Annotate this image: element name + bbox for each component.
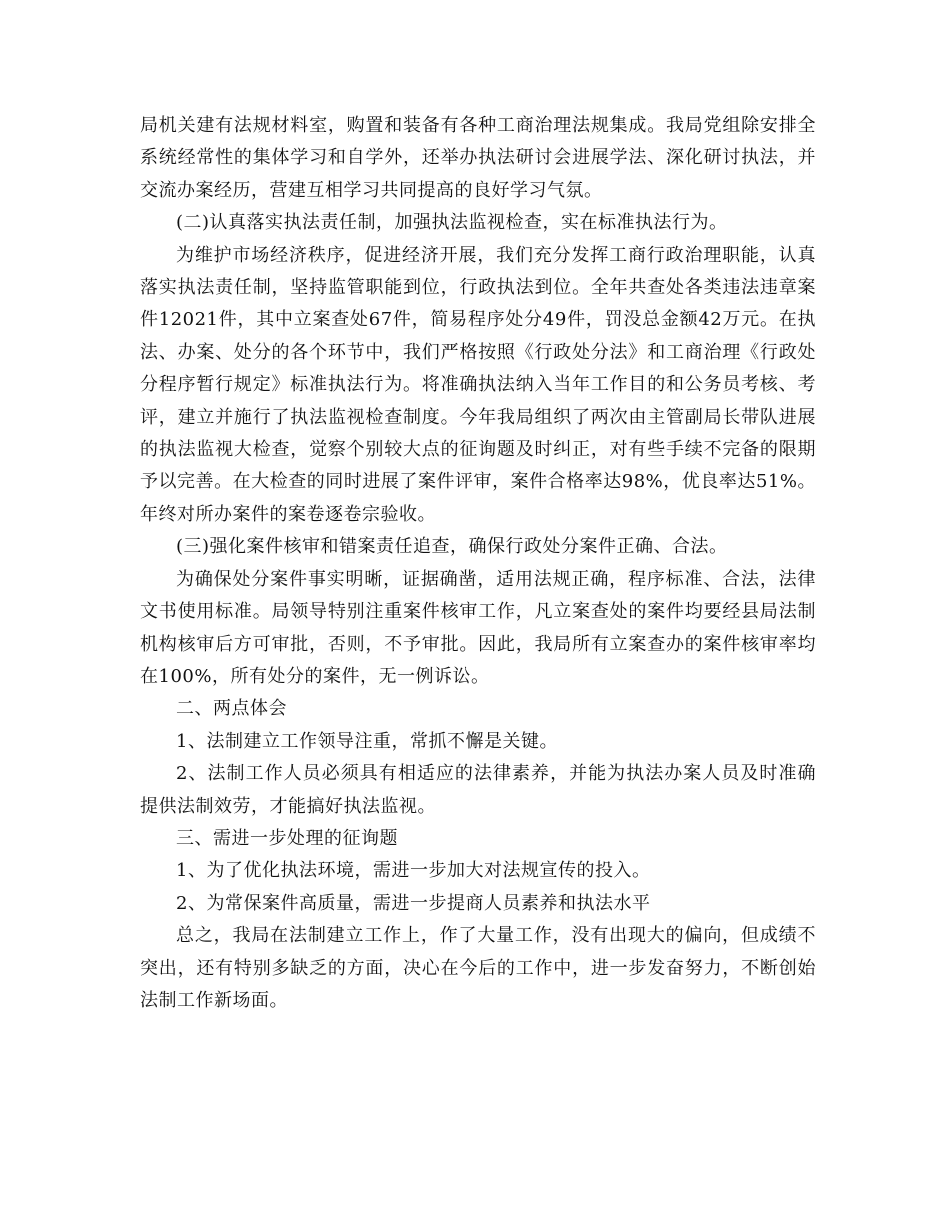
paragraph-3: 为维护市场经济秩序，促进经济开展，我们充分发挥工商行政治理职能，认真落实执法责任制，坚持监管职能到位，行政执法到位。全年共查处各类违法违章案件12021件，其中立案查处67件，简易程序处分49件，罚没总金额42万元。在执法、办案、处分的各个环节中，我们严格按照《行政处分法》和工商治理《行政处分程序暂行规定》标准执法行为。将准确执法纳入当年工作目的和公务员考核、考评，建立并施行了执法监视检查制度。今年我局组织了两次由主管副局长带队进展的执法监视大检查，觉察个别较大点的征询题及时纠正，对有些手续不完备的限期予以完善。在大检查的同时进展了案件评审，案件合格率达98%，优良率达51%。年终对所办案件的案卷逐卷宗验收。 — [140, 244, 816, 525]
paragraph-1: 局机关建有法规材料室，购置和装备有各种工商治理法规集成。我局党组除安排全系统经常性的集体学习和自学外，还举办执法研讨会进展学法、深化研讨执法，并交流办案经历，营建互相学习共同提高的良好学习气氛。 — [140, 115, 816, 201]
document-body — [140, 110, 816, 1017]
section-heading-2: (二)认真落实执法责任制，加强执法监视检查，实在标准执法行为。 — [176, 212, 728, 234]
point-item-1: 1、法制建立工作领导注重，常抓不懈是关键。 — [176, 730, 558, 752]
point-item-2: 2、法制工作人员必须具有相适应的法律素养，并能为执法办案人员及时准确提供法制效劳，才能搞好执法监视。 — [140, 763, 816, 817]
issue-item-1: 1、为了优化执法环境，需进一步加大对法规宣传的投入。 — [176, 860, 651, 882]
section-heading-3: (三)强化案件核审和错案责任追查，确保行政处分案件正确、合法。 — [176, 536, 728, 558]
paragraph-5: 为确保处分案件事实明晰，证据确凿，适用法规正确，程序标准、合法，法律文书使用标准。局领导特别注重案件核审工作，凡立案查处的案件均要经县局法制机构核审后方可审批，否则，不予审批。因此，我局所有立案查办的案件核审率均在100%，所有处分的案件，无一例诉讼。 — [140, 568, 816, 687]
issue-item-2: 2、为常保案件高质量，需进一步提商人员素养和执法水平 — [176, 892, 651, 914]
paragraph-conclusion: 总之，我局在法制建立工作上，作了大量工作，没有出现大的偏向，但成绩不突出，还有特别多缺乏的方面，决心在今后的工作中，进一步发奋努力，不断创始法制工作新场面。 — [140, 925, 816, 1011]
heading-issues: 三、需进一步处理的征询题 — [176, 827, 398, 849]
heading-two-points: 二、两点体会 — [176, 698, 287, 720]
